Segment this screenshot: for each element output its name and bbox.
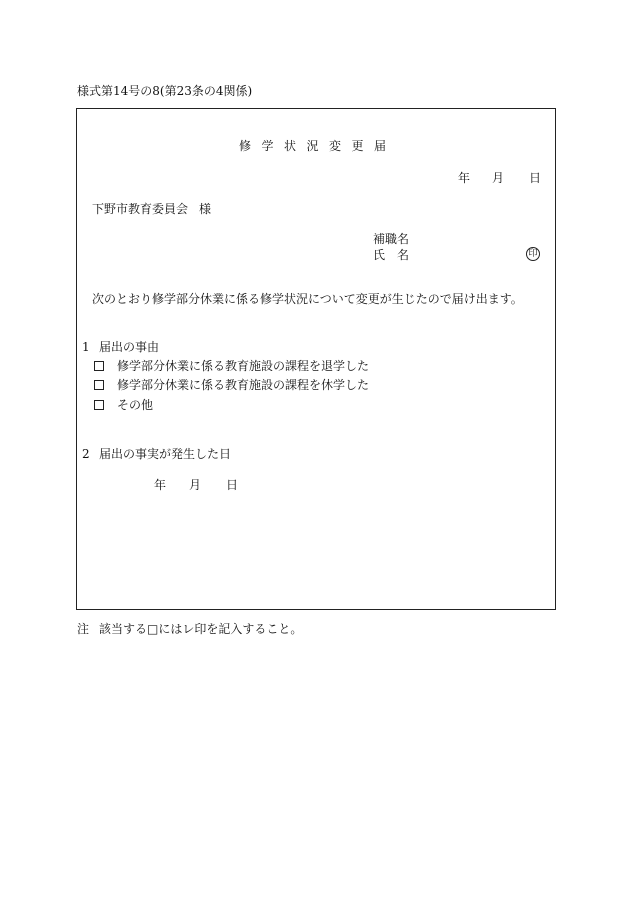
occurrence-date-year: 年 [154,478,167,492]
addressee-name: 下野市教育委員会 [92,202,189,216]
occurrence-date-day: 日 [226,478,239,492]
form-number: 様式第14号の8(第23条の4関係) [77,84,253,98]
name-label-family: 氏 [373,248,386,262]
section-2-number: 2 [82,447,90,461]
seal-mark: 印 [526,247,540,261]
option-label: 修学部分休業に係る教育施設の課程を休学した [117,378,370,392]
occurrence-date-month: 月 [189,478,202,492]
form-title: 修学状況変更届 [239,139,397,153]
submission-date-month: 月 [492,171,505,185]
addressee-honorific: 様 [199,202,212,216]
option-checkbox[interactable] [94,380,104,390]
submission-date-day: 日 [529,171,542,185]
submission-date-year: 年 [458,171,471,185]
section-1-number: 1 [82,340,90,354]
section-1-title: 届出の事由 [99,340,160,354]
note-label: 注 [77,622,90,636]
statement-text: 次のとおり修学部分休業に係る修学状況について変更が生じたので届け出ます。 [92,292,523,306]
option-checkbox[interactable] [94,400,104,410]
option-label: その他 [117,398,154,412]
option-label: 修学部分休業に係る教育施設の課程を退学した [117,359,370,373]
section-2-title: 届出の事実が発生した日 [99,447,232,461]
name-label-given: 名 [397,248,410,262]
option-checkbox[interactable] [94,361,104,371]
position-label: 補職名 [373,232,410,246]
note-text: 該当する□にはレ印を記入すること。 [99,622,303,636]
